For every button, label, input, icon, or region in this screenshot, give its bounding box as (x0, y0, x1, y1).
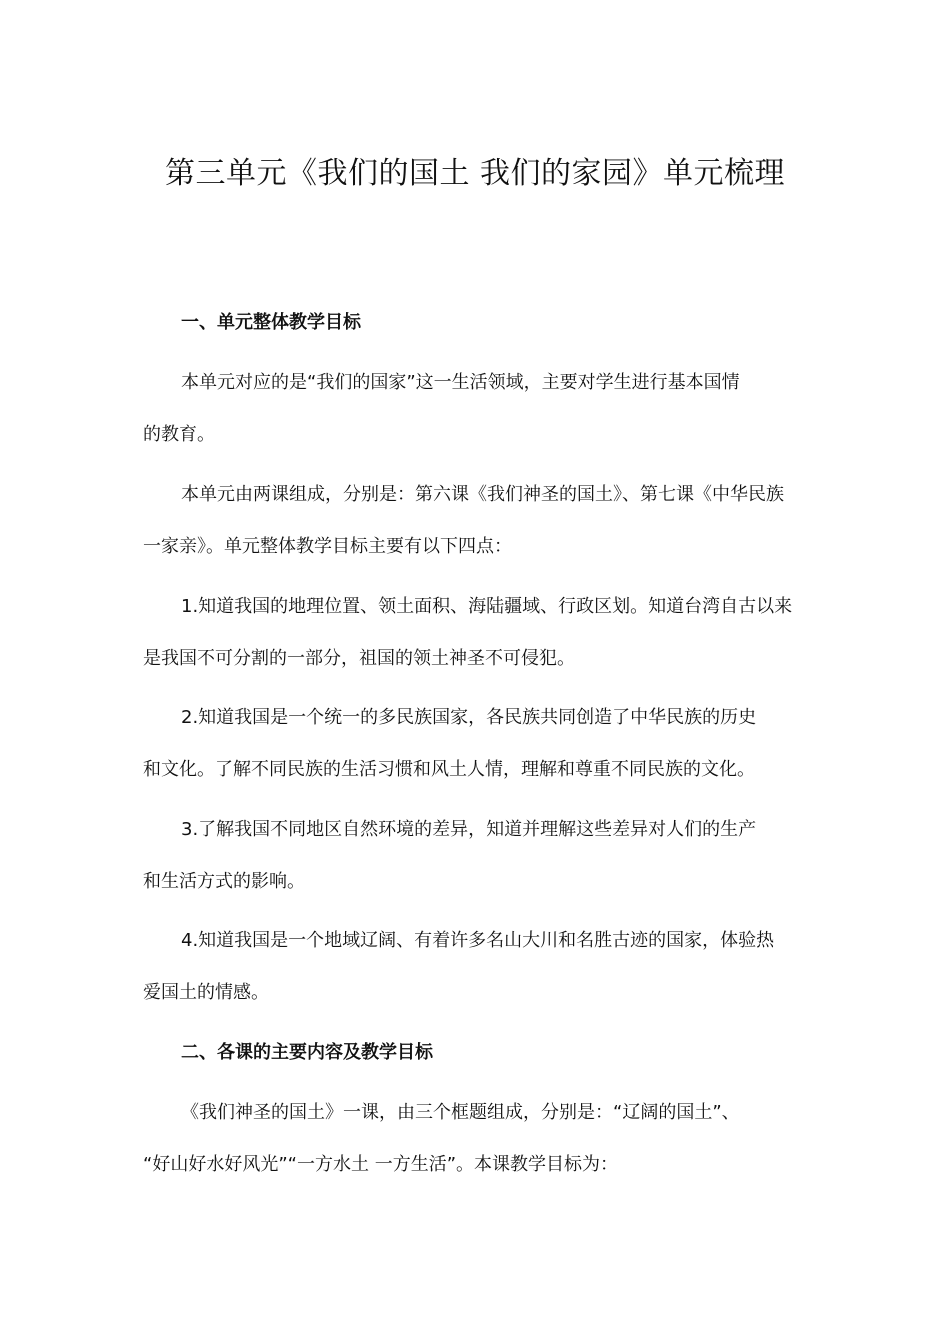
paragraph-line: 一家亲》。单元整体教学目标主要有以下四点： (143, 536, 512, 557)
paragraph-line: 4.知道我国是一个地域辽阔、有着许多名山大川和名胜古迹的国家，体验热 (181, 930, 775, 951)
paragraph-intro (143, 357, 809, 461)
goal-item-3 (143, 804, 809, 908)
section-heading: 一、单元整体教学目标 (181, 312, 361, 333)
paragraph-line: “好山好水好风光”“一方水土 一方生活”。本课教学目标为： (143, 1154, 619, 1175)
paragraph-line: 1.知道我国的地理位置、领土面积、海陆疆域、行政区划。知道台湾自古以来 (181, 596, 793, 617)
paragraph-line: 本单元由两课组成，分别是：第六课《我们神圣的国土》、第七课《中华民族 (181, 484, 784, 505)
section-1 (143, 297, 809, 349)
paragraph-line: 是我国不可分割的一部分，祖国的领土神圣不可侵犯。 (143, 648, 575, 669)
goal-item-1 (143, 581, 809, 685)
paragraph-line: 本单元对应的是“我们的国家”这一生活领域，主要对学生进行基本国情 (181, 372, 740, 393)
paragraph-line: 和文化。了解不同民族的生活习惯和风土人情，理解和尊重不同民族的文化。 (143, 759, 755, 780)
paragraph-composition (143, 469, 809, 573)
paragraph-line: 《我们神圣的国土》一课，由三个框题组成，分别是：“辽阔的国土”、 (181, 1102, 740, 1123)
document-title: 第三单元《我们的国土 我们的家园》单元梳理 (164, 156, 786, 191)
paragraph-line: 爱国土的情感。 (143, 982, 269, 1003)
paragraph-lesson-6 (143, 1087, 809, 1191)
paragraph-line: 2.知道我国是一个统一的多民族国家，各民族共同创造了中华民族的历史 (181, 707, 757, 728)
section-2 (143, 1027, 809, 1079)
goal-item-4 (143, 915, 809, 1019)
paragraph-line: 的教育。 (143, 424, 215, 445)
section-heading: 二、各课的主要内容及教学目标 (181, 1042, 433, 1063)
paragraph-line: 3.了解我国不同地区自然环境的差异，知道并理解这些差异对人们的生产 (181, 819, 757, 840)
goal-item-2 (143, 692, 809, 796)
paragraph-line: 和生活方式的影响。 (143, 871, 305, 892)
